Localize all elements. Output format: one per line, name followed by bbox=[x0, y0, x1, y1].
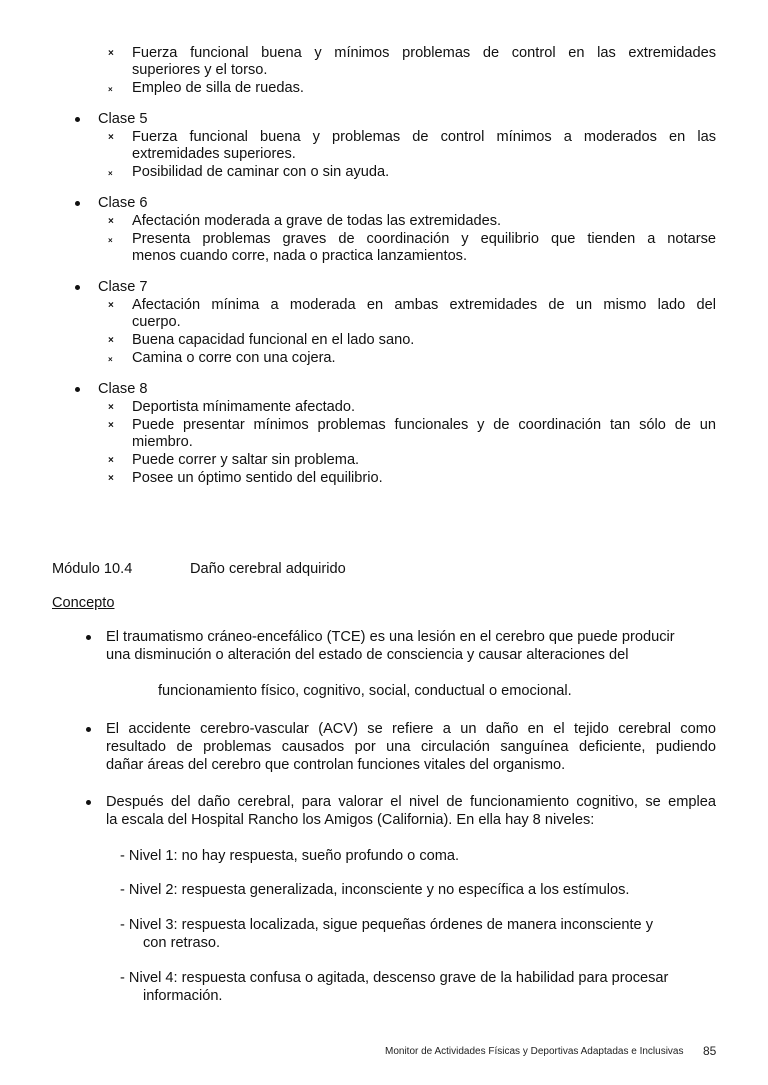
bullet-icon bbox=[86, 635, 91, 640]
list-item-text: Puede presentar mínimos problemas funcionales y de coordinación tan sólo de un bbox=[132, 417, 716, 433]
paragraph-text: resultado de problemas causados por una circulación sanguínea deficiente, pudiendo bbox=[106, 739, 716, 755]
bullet-icon bbox=[86, 800, 91, 805]
section-heading: Concepto bbox=[52, 595, 115, 611]
cross-bullet-icon: × bbox=[108, 216, 114, 227]
bullet-icon bbox=[75, 117, 80, 122]
bullet-icon bbox=[75, 387, 80, 392]
class-heading: Clase 7 bbox=[98, 279, 148, 295]
list-item-text: Camina o corre con una cojera. bbox=[132, 350, 336, 366]
list-item-text: cuerpo. bbox=[132, 314, 181, 330]
list-item-text: Afectación moderada a grave de todas las extremidades. bbox=[132, 213, 502, 229]
list-item-text: Posibilidad de caminar con o sin ayuda. bbox=[132, 164, 390, 180]
bullet-icon bbox=[86, 727, 91, 732]
bullet-icon bbox=[75, 201, 80, 206]
cross-bullet-icon: × bbox=[108, 132, 114, 143]
cross-bullet-icon: × bbox=[108, 169, 113, 178]
list-item-text: Empleo de silla de ruedas. bbox=[132, 80, 304, 96]
cross-bullet-icon: × bbox=[108, 402, 114, 413]
list-item-text: Presenta problemas graves de coordinación y equilibrio que tienden a notarse bbox=[132, 231, 716, 247]
paragraph-text: dañar áreas del cerebro que controlan funciones vitales del organismo. bbox=[106, 757, 566, 773]
list-item-text: Afectación mínima a moderada en ambas extremidades de un mismo lado del bbox=[132, 297, 716, 313]
level-item: - Nivel 4: respuesta confusa o agitada, descenso grave de la habilidad para procesar bbox=[120, 970, 669, 986]
paragraph-text: la escala del Hospital Rancho los Amigos (California). En ella hay 8 niveles: bbox=[106, 812, 595, 828]
level-item: - Nivel 3: respuesta localizada, sigue pequeñas órdenes de manera inconsciente y bbox=[120, 917, 653, 933]
level-item: - Nivel 2: respuesta generalizada, inconsciente y no específica a los estímulos. bbox=[120, 882, 630, 898]
paragraph-text: El traumatismo cráneo-encefálico (TCE) es una lesión en el cerebro que puede producir bbox=[106, 629, 675, 645]
bullet-icon bbox=[75, 285, 80, 290]
list-item-text: superiores y el torso. bbox=[132, 62, 268, 78]
list-item-text: Posee un óptimo sentido del equilibrio. bbox=[132, 470, 383, 486]
cross-bullet-icon: × bbox=[108, 48, 114, 59]
cross-bullet-icon: × bbox=[108, 236, 113, 245]
list-item-text: Fuerza funcional buena y problemas de control mínimos a moderados en las bbox=[132, 129, 716, 145]
module-title: Daño cerebral adquirido bbox=[190, 561, 346, 577]
list-item-text: Fuerza funcional buena y mínimos problemas de control en las extremidades bbox=[132, 45, 716, 61]
paragraph-text: El accidente cerebro-vascular (ACV) se refiere a un daño en el tejido cerebral como bbox=[106, 721, 716, 737]
list-item-text: Puede correr y saltar sin problema. bbox=[132, 452, 360, 468]
footer-text: Monitor de Actividades Físicas y Deportivas Adaptadas e Inclusivas bbox=[385, 1046, 684, 1057]
cross-bullet-icon: × bbox=[108, 85, 113, 94]
paragraph-text: Después del daño cerebral, para valorar el nivel de funcionamiento cognitivo, se emplea bbox=[106, 794, 716, 810]
module-number: Módulo 10.4 bbox=[52, 561, 133, 577]
paragraph-text: una disminución o alteración del estado de consciencia y causar alteraciones del bbox=[106, 647, 629, 663]
cross-bullet-icon: × bbox=[108, 300, 114, 311]
page-number: 85 bbox=[703, 1044, 717, 1058]
list-item-text: menos cuando corre, nada o practica lanzamientos. bbox=[132, 248, 468, 264]
class-heading: Clase 5 bbox=[98, 111, 148, 127]
cross-bullet-icon: × bbox=[108, 473, 114, 484]
level-item: con retraso. bbox=[143, 935, 221, 951]
cross-bullet-icon: × bbox=[108, 455, 114, 466]
cross-bullet-icon: × bbox=[108, 420, 114, 431]
paragraph-text: funcionamiento físico, cognitivo, social, conductual o emocional. bbox=[158, 683, 572, 699]
list-item-text: extremidades superiores. bbox=[132, 146, 296, 162]
cross-bullet-icon: × bbox=[108, 335, 114, 346]
list-item-text: Deportista mínimamente afectado. bbox=[132, 399, 356, 415]
cross-bullet-icon: × bbox=[108, 355, 113, 364]
list-item-text: Buena capacidad funcional en el lado sano. bbox=[132, 332, 415, 348]
class-heading: Clase 8 bbox=[98, 381, 148, 397]
class-heading: Clase 6 bbox=[98, 195, 148, 211]
list-item-text: miembro. bbox=[132, 434, 193, 450]
level-item: - Nivel 1: no hay respuesta, sueño profundo o coma. bbox=[120, 848, 460, 864]
level-item: información. bbox=[143, 988, 223, 1004]
